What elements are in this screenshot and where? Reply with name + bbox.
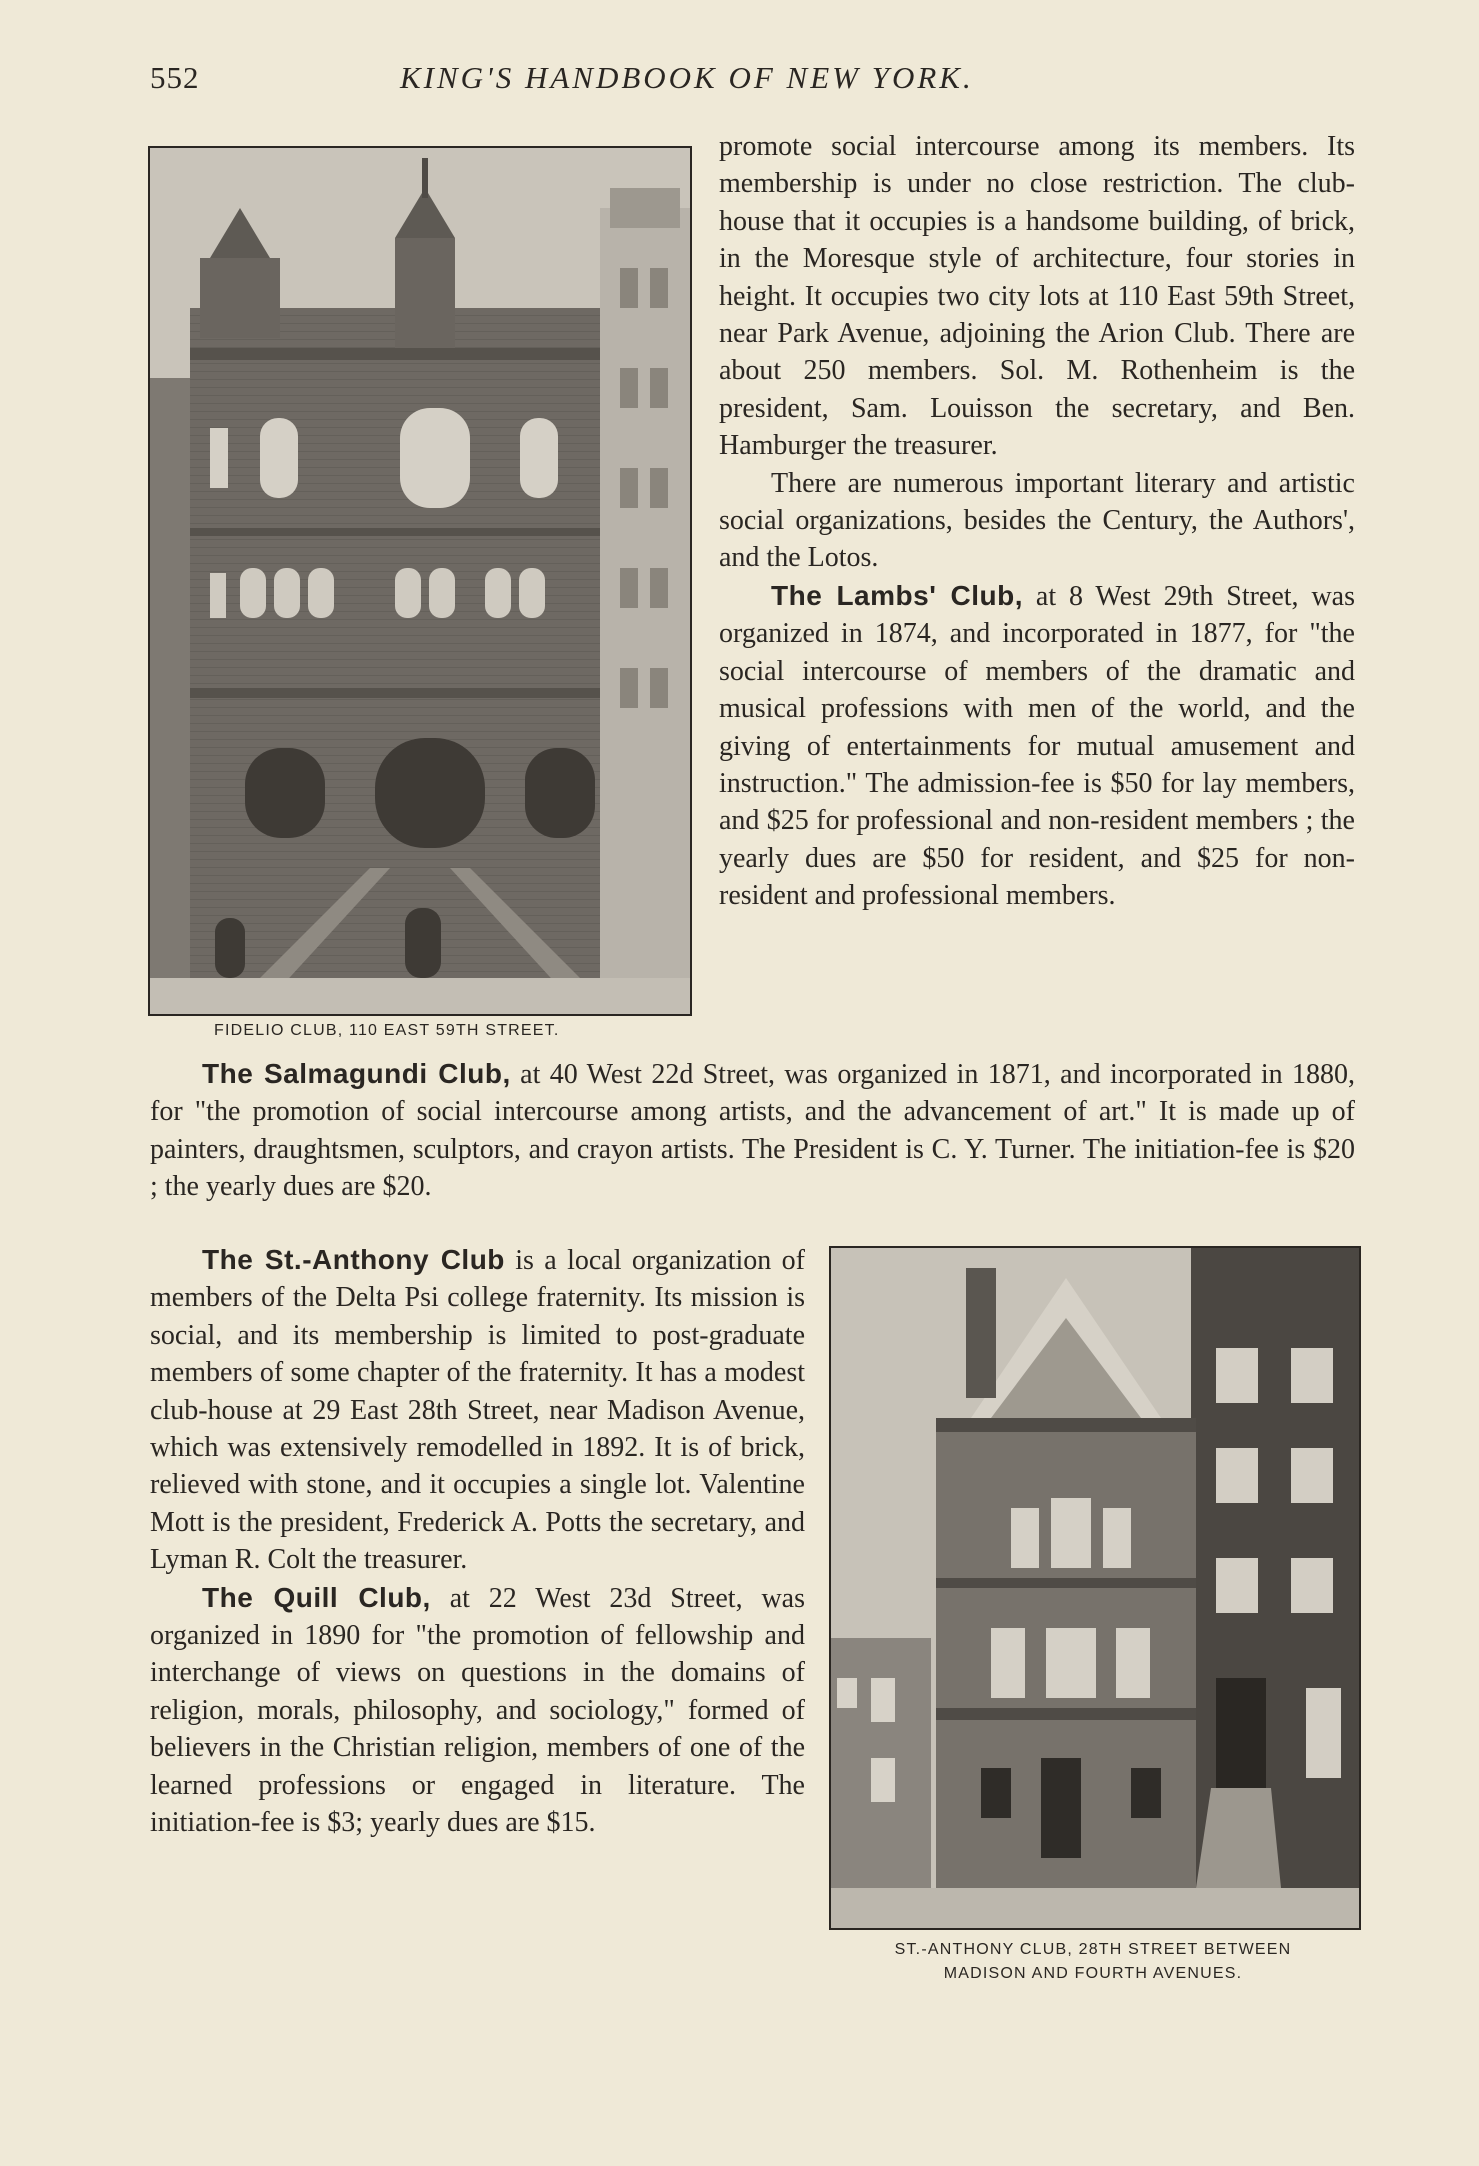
st-anthony-club-text: is a local organization of members of the Delta Psi college fraternity. Its mission is social, and its membership is limited to post-graduate members of some chapter of the fraternity. It has a modest club-house at 29 East 28th Street, near Madison Avenue, which was extensively remodelled in 1892. It is of brick, relieved with stone, and it occupies a single lot. Valentine Mott is the president, Frederick A. Potts the secretary, and Lyman R. Colt the treasurer. (150, 1245, 805, 1576)
quill-club-text: at 22 West 23d Street, was organized in 1890 for "the promotion of fellowship and interchange of views on questions in the domains of religion, morals, philosophy, and sociology," formed of believers in the Christian religion, members of one of the learned professions or engaged in literature. The initiation-fee is $3; yearly dues are $15. (150, 1582, 805, 1839)
page-number: 552 (150, 60, 200, 95)
fidelio-club-photo (148, 146, 692, 1016)
paragraph-salmagundi-club (150, 1055, 1355, 1206)
lambs-club-heading: The Lambs' Club, (771, 579, 1024, 611)
quill-club-heading: The Quill Club, (202, 1581, 431, 1613)
paragraph-lambs-club (719, 577, 1355, 915)
lambs-club-text: at 8 West 29th Street, was organized in 1874, and incorporated in 1877, for "the social intercourse of members of the dramatic and musical professions with men of the world, and the giving of entertainments for mutual amusement and instruction." The admission-fee is $50 for lay members, and $25 for professional and non-resident members ; the yearly dues are $50 for resident, and $25 for non-resident and professional members. (719, 580, 1355, 912)
paragraph-fidelio-continued: promote social intercourse among its members. Its membership is under no close restriction. The club-house that it occupies is a handsome building, of brick, in the Moresque style of architecture, four stories in height. It occupies two city lots at 110 East 59th Street, near Park Avenue, adjoining the Arion Club. There are about 250 members. Sol. M. Rothenheim is the president, Sam. Louisson the secretary, and Ben. Hamburger the treasurer. (719, 131, 1355, 462)
paragraph-st-anthony-club (150, 1241, 805, 1579)
paragraph-quill-club (150, 1579, 805, 1842)
salmagundi-club-text: at 40 West 22d Street, was organized in 1871, and incorporated in 1880, for "the promotion of social intercourse among artists, and the advancement of art." It is made up of painters, draughtsmen, sculptors, and crayon artists. The President is C. Y. Turner. The initiation-fee is $20 ; the yearly dues are $20. (150, 1059, 1356, 1203)
st-anthony-club-photo (829, 1246, 1361, 1930)
salmagundi-club-heading: The Salmagundi Club, (202, 1058, 511, 1089)
st-anthony-club-heading: The St.-Anthony Club (202, 1244, 505, 1275)
full-width-text (150, 1055, 1355, 1206)
st-anthony-club-caption-line1: ST.-ANTHONY CLUB, 28TH STREET BETWEEN (894, 1941, 1292, 1958)
fidelio-club-caption: FIDELIO CLUB, 110 EAST 59TH STREET. (214, 1022, 560, 1039)
left-column-text (150, 1241, 805, 1842)
paragraph-literary-organizations: There are numerous important literary and artistic social organizations, besides the Century, the Authors', and the Lotos. (719, 467, 1355, 574)
st-anthony-club-caption-line2: MADISON AND FOURTH AVENUES. (943, 1965, 1243, 1982)
running-head: KING'S HANDBOOK OF NEW YORK. (400, 60, 974, 95)
right-column-text (719, 128, 1355, 915)
